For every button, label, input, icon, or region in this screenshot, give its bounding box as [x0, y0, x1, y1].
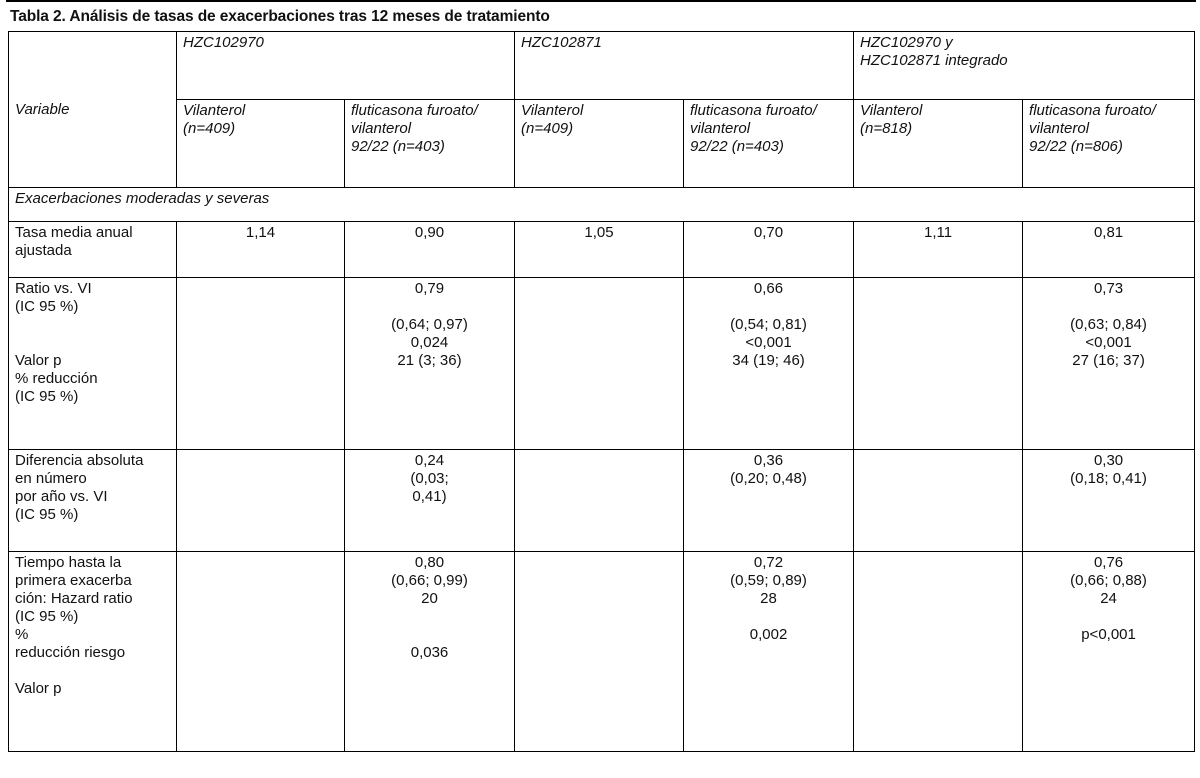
arm-header: fluticasona furoato/ vilanterol 92/22 (n=806): [1023, 100, 1195, 188]
table-cell: 0,24 (0,03; 0,41): [345, 450, 515, 552]
table-cell: [515, 450, 684, 552]
table-row: [9, 450, 1195, 552]
variable-header: Variable: [9, 32, 177, 188]
study-header: HZC102970 y HZC102871 integrado: [854, 32, 1195, 100]
arm-header: Vilanterol (n=409): [177, 100, 345, 188]
table-cell: 1,14: [177, 222, 345, 278]
table-cell: 0,90: [345, 222, 515, 278]
row-label: Tasa media anual ajustada: [9, 222, 177, 278]
table-cell: [177, 278, 345, 450]
table-cell: 0,36 (0,20; 0,48): [684, 450, 854, 552]
table-cell: 0,79 (0,64; 0,97) 0,024 21 (3; 36): [345, 278, 515, 450]
table-row: [9, 222, 1195, 278]
table-cell: [177, 552, 345, 752]
table-cell: 0,81: [1023, 222, 1195, 278]
exacerbation-table: [8, 31, 1195, 752]
study-header: HZC102871: [515, 32, 854, 100]
study-header: HZC102970: [177, 32, 515, 100]
arm-header: Vilanterol (n=818): [854, 100, 1023, 188]
table-cell: 1,05: [515, 222, 684, 278]
table-cell: 1,11: [854, 222, 1023, 278]
row-label: Tiempo hasta la primera exacerba ción: Hazard ratio (IC 95 %) % reducción riesgo Valor p: [9, 552, 177, 752]
row-label: Ratio vs. VI (IC 95 %) Valor p % reducción (IC 95 %): [9, 278, 177, 450]
arm-header: fluticasona furoato/ vilanterol 92/22 (n=403): [684, 100, 854, 188]
table-cell: [515, 278, 684, 450]
arm-header: fluticasona furoato/ vilanterol 92/22 (n=403): [345, 100, 515, 188]
table-cell: 0,30 (0,18; 0,41): [1023, 450, 1195, 552]
table-cell: 0,80 (0,66; 0,99) 20 0,036: [345, 552, 515, 752]
header-row-arms: [9, 100, 1195, 188]
table-cell: 0,70: [684, 222, 854, 278]
table-cell: 0,72 (0,59; 0,89) 28 0,002: [684, 552, 854, 752]
section-row: [9, 188, 1195, 222]
table-cell: [854, 450, 1023, 552]
row-label: Diferencia absoluta en número por año vs. VI (IC 95 %): [9, 450, 177, 552]
table-cell: 0,66 (0,54; 0,81) <0,001 34 (19; 46): [684, 278, 854, 450]
title-bar: [6, 0, 1196, 30]
table-cell: [854, 278, 1023, 450]
header-row-studies: [9, 32, 1195, 100]
table-title: Tabla 2. Análisis de tasas de exacerbaciones tras 12 meses de tratamiento: [10, 8, 550, 25]
table-cell: 0,76 (0,66; 0,88) 24 p<0,001: [1023, 552, 1195, 752]
arm-header: Vilanterol (n=409): [515, 100, 684, 188]
table-cell: [515, 552, 684, 752]
table-row: [9, 278, 1195, 450]
table-row: [9, 552, 1195, 752]
table-cell: 0,73 (0,63; 0,84) <0,001 27 (16; 37): [1023, 278, 1195, 450]
section-label: Exacerbaciones moderadas y severas: [9, 188, 1195, 222]
table-cell: [177, 450, 345, 552]
table-cell: [854, 552, 1023, 752]
